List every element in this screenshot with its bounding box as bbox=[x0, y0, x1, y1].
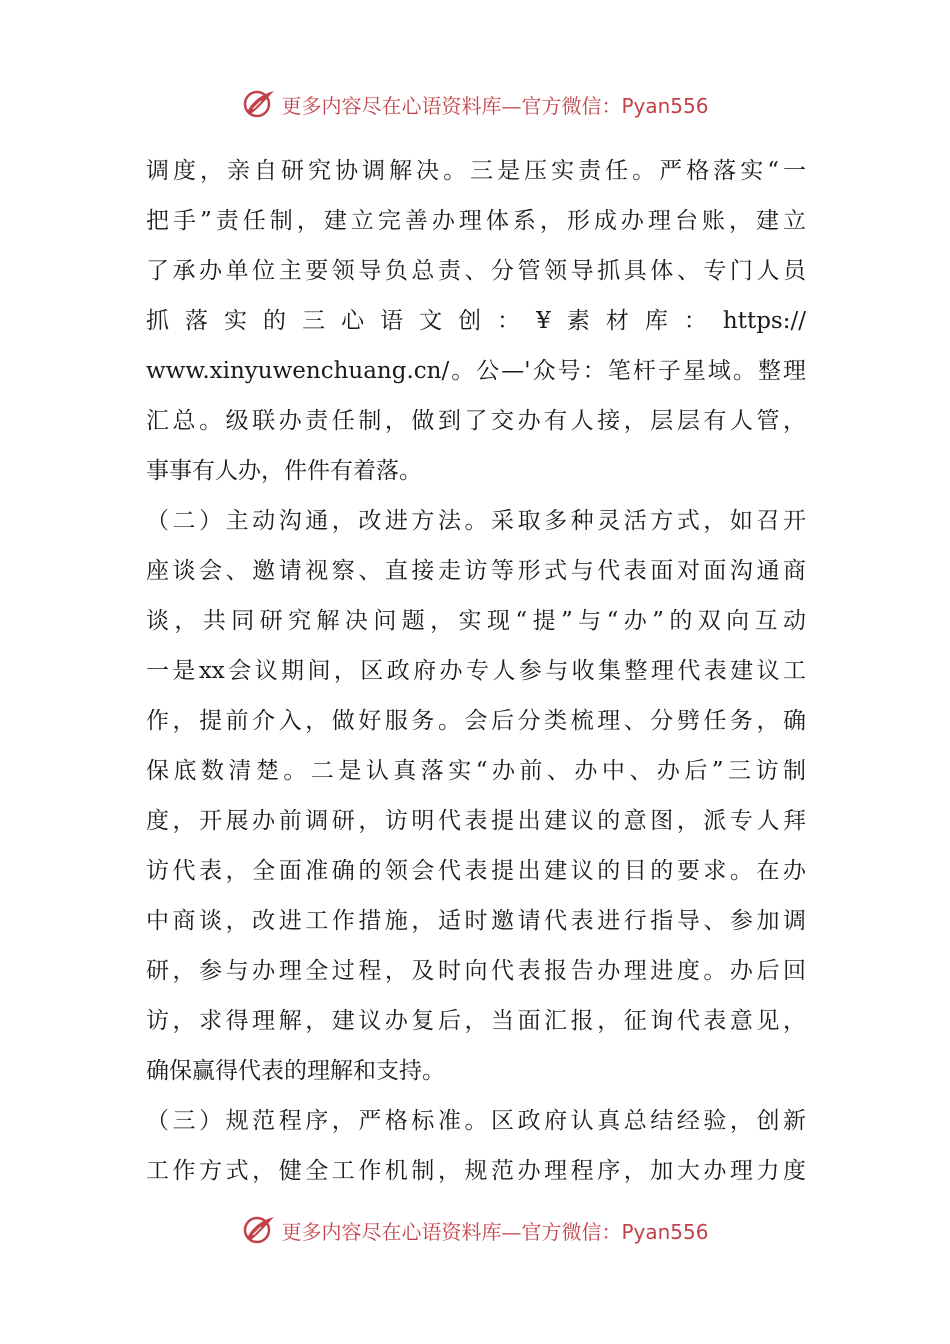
watermark-wechat: 官方微信：Pyan556 bbox=[521, 93, 709, 118]
text-line: 抓落实的三心语文创：¥素材库：https:// bbox=[146, 308, 806, 334]
text-line: 把手”责任制，建立完善办理体系，形成办理台账，建立 bbox=[146, 208, 806, 234]
document-body bbox=[146, 146, 806, 1196]
text-line: 访代表，全面准确的领会代表提出建议的目的要求。在办 bbox=[146, 858, 806, 884]
pen-logo-icon bbox=[241, 1212, 277, 1248]
text-line: 汇总。级联办责任制，做到了交办有人接，层层有人管， bbox=[146, 408, 806, 434]
watermark-brand: 更多内容尽在心语资料库— bbox=[281, 1219, 522, 1244]
text-line: 谈，共同研究解决问题，实现“提”与“办”的双向互动 bbox=[146, 608, 806, 634]
text-line: 一是xx会议期间，区政府办专人参与收集整理代表建议工 bbox=[146, 658, 806, 684]
watermark-wechat: 官方微信：Pyan556 bbox=[521, 1219, 709, 1244]
header-watermark bbox=[0, 84, 950, 124]
text-line: 确保赢得代表的理解和支持。 bbox=[146, 1058, 445, 1084]
footer-watermark bbox=[0, 1210, 950, 1250]
watermark-text bbox=[281, 90, 708, 119]
text-line: （二）主动沟通，改进方法。采取多种灵活方式，如召开 bbox=[146, 508, 806, 534]
text-line: 事事有人办，件件有着落。 bbox=[146, 458, 422, 484]
text-line: 了承办单位主要领导负总责、分管领导抓具体、专门人员 bbox=[146, 258, 806, 284]
watermark-text bbox=[281, 1216, 708, 1245]
text-line: （三）规范程序，严格标准。区政府认真总结经验，创新 bbox=[146, 1108, 806, 1134]
text-line: 度，开展办前调研，访明代表提出建议的意图，派专人拜 bbox=[146, 808, 806, 834]
text-line: 中商谈，改进工作措施，适时邀请代表进行指导、参加调 bbox=[146, 908, 806, 934]
text-line: 保底数清楚。二是认真落实“办前、办中、办后”三访制 bbox=[146, 758, 806, 784]
text-line: 作，提前介入，做好服务。会后分类梳理、分劈任务，确 bbox=[146, 708, 806, 734]
text-line: 研，参与办理全过程，及时向代表报告办理进度。办后回 bbox=[146, 958, 806, 984]
text-line: 工作方式，健全工作机制，规范办理程序，加大办理力度 bbox=[146, 1158, 806, 1184]
pen-logo-icon bbox=[241, 86, 277, 122]
watermark-brand: 更多内容尽在心语资料库— bbox=[281, 93, 522, 118]
text-line: 调度，亲自研究协调解决。三是压实责任。严格落实“一 bbox=[146, 158, 806, 184]
text-line: 访，求得理解，建议办复后，当面汇报，征询代表意见， bbox=[146, 1008, 806, 1034]
text-line: 座谈会、邀请视察、直接走访等形式与代表面对面沟通商 bbox=[146, 558, 806, 584]
text-line: www.xinyuwenchuang.cn/。公—'众号：笔杆子星域。整理 bbox=[146, 358, 806, 384]
